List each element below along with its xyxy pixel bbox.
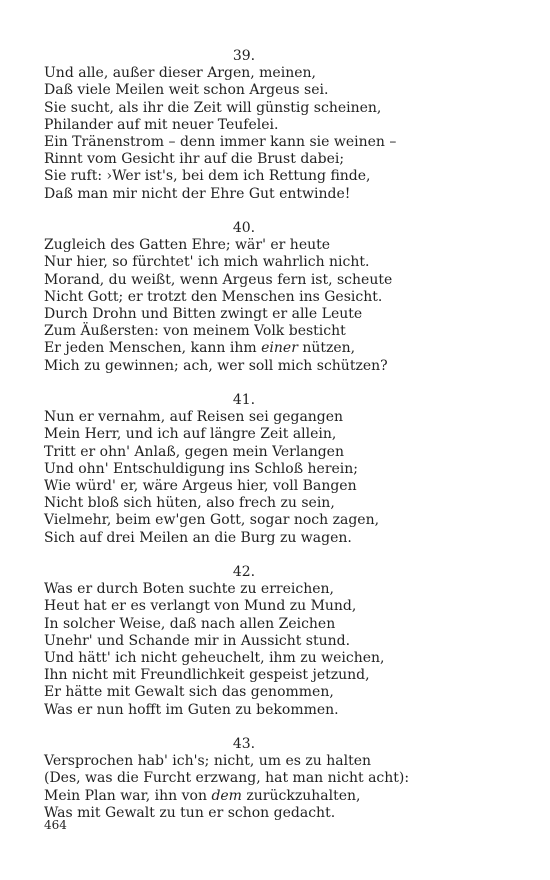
stanza-number: 40.: [232, 220, 256, 237]
verse-line: Nun er vernahm, auf Reisen sei gegangen: [44, 409, 344, 426]
verse-line: Nicht Gott; er trotzt den Menschen ins Gesicht.: [44, 288, 383, 305]
verse-line: Was er durch Boten suchte zu erreichen,: [44, 581, 334, 598]
verse-line: Sich auf drei Meilen an die Burg zu wagen.: [44, 529, 352, 546]
verse-line: Zum Äußersten: von meinem Volk besticht: [44, 323, 346, 340]
verse-line: Und hätt' ich nicht geheuchelt, ihm zu weichen,: [44, 650, 385, 667]
verse-line: Rinnt vom Gesicht ihr auf die Brust dabei;: [44, 151, 345, 168]
verse-line: Morand, du weißt, wenn Argeus fern ist, scheute: [44, 271, 393, 288]
verse-line: Ihn nicht mit Freundlichkeit gespeist jetzund,: [44, 667, 370, 684]
stanza-number: 41.: [232, 392, 256, 409]
verse-line: Was er nun hofft im Guten zu bekommen.: [44, 701, 339, 718]
verse-line: Tritt er ohn' Anlaß, gegen mein Verlangen: [44, 443, 344, 460]
verse-segment: Mein Plan war, ihn von: [44, 787, 212, 804]
stanza: [44, 564, 484, 719]
verse-line: Philander auf mit neuer Teufelei.: [44, 116, 279, 133]
emphasis-word: dem: [211, 787, 242, 804]
poem-page: [44, 48, 484, 839]
stanza: [44, 220, 484, 375]
verse-line: Durch Drohn und Bitten zwingt er alle Leute: [44, 306, 363, 323]
stanza: [44, 736, 484, 822]
verse-segment: nützen,: [297, 340, 356, 357]
verse-line: Daß viele Meilen weit schon Argeus sei.: [44, 82, 329, 99]
verse-line: Sie sucht, als ihr die Zeit will günstig scheinen,: [44, 99, 382, 116]
stanza: [44, 48, 484, 203]
verse-line: Zugleich des Gatten Ehre; wär' er heute: [44, 237, 331, 254]
verse-line: Unehr' und Schande mir in Aussicht stund.: [44, 632, 351, 649]
verse-line: In solcher Weise, daß nach allen Zeichen: [44, 615, 336, 632]
verse-line: Nur hier, so fürchtet' ich mich wahrlich nicht.: [44, 254, 370, 271]
verse-line: Heut hat er es verlangt von Mund zu Mund,: [44, 598, 357, 615]
verse-line: Was mit Gewalt zu tun er schon gedacht.: [44, 804, 336, 821]
verse-line: Mich zu gewinnen; ach, wer soll mich schützen?: [44, 357, 388, 374]
verse-line: (Des, was die Furcht erzwang, hat man nicht acht):: [44, 770, 410, 787]
verse-line: Wie würd' er, wäre Argeus hier, voll Bangen: [44, 478, 357, 495]
verse-line: Ein Tränenstrom – denn immer kann sie weinen –: [44, 134, 397, 151]
verse-line: [44, 788, 484, 805]
stanza-number: 43.: [232, 736, 256, 753]
emphasis-word: einer: [261, 340, 298, 357]
verse-line: Und ohn' Entschuldigung ins Schloß herein;: [44, 460, 359, 477]
verse-line: Mein Herr, und ich auf längre Zeit allein,: [44, 426, 337, 443]
page-number: 464: [44, 818, 67, 832]
verse-line: Nicht bloß sich hüten, also frech zu sein,: [44, 495, 335, 512]
stanza-number: 42.: [232, 564, 256, 581]
verse-line: [44, 340, 484, 357]
verse-segment: zurückzuhalten,: [241, 787, 361, 804]
verse-line: Daß man mir nicht der Ehre Gut entwinde!: [44, 185, 351, 202]
verse-line: Vielmehr, beim ew'gen Gott, sogar noch zagen,: [44, 512, 380, 529]
verse-line: Versprochen hab' ich's; nicht, um es zu halten: [44, 753, 371, 770]
verse-segment: Er jeden Menschen, kann ihm: [44, 340, 262, 357]
verse-line: Er hätte mit Gewalt sich das genommen,: [44, 684, 334, 701]
stanza-number: 39.: [232, 48, 256, 64]
verse-line: Sie ruft: ›Wer ist's, bei dem ich Rettung finde,: [44, 168, 371, 185]
verse-line: Und alle, außer dieser Argen, meinen,: [44, 65, 316, 82]
stanza: [44, 392, 484, 547]
